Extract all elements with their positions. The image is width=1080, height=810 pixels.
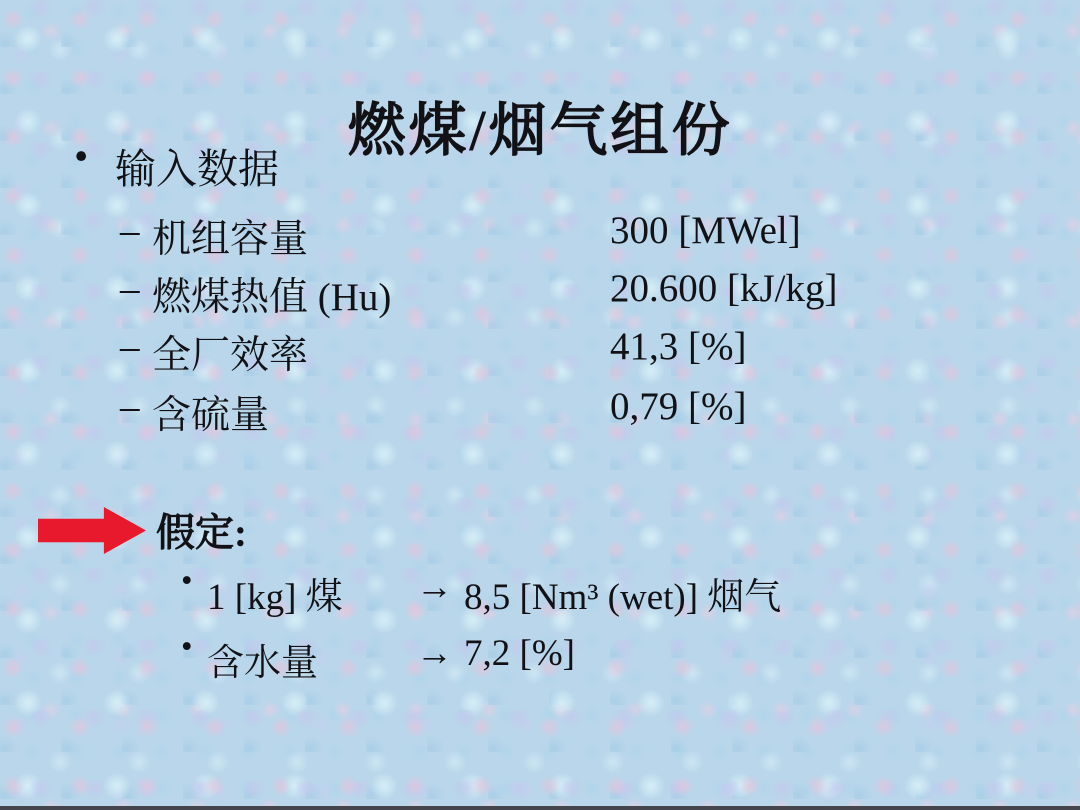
assumption-value: 8,5 [Nm³ (wet)] 烟气 bbox=[464, 577, 782, 618]
row-label: 含硫量 bbox=[152, 394, 270, 437]
row-value: 20.600 [kJ/kg] bbox=[610, 267, 838, 310]
dash-icon: – bbox=[120, 385, 140, 428]
right-arrow-glyph: → bbox=[416, 567, 453, 608]
bullet-icon: • bbox=[74, 133, 89, 179]
assumption-label: 含水量 bbox=[207, 643, 318, 684]
assumption-value: 7,2 [%] bbox=[464, 633, 575, 674]
assumption-heading: 假定: bbox=[156, 512, 247, 555]
row-value: 300 [MWel] bbox=[610, 209, 801, 252]
right-arrow-glyph: → bbox=[416, 633, 453, 674]
page-title: 燃煤/烟气组份 bbox=[347, 97, 733, 163]
bullet-icon: • bbox=[181, 629, 193, 665]
dash-icon: – bbox=[120, 267, 140, 310]
dash-icon: – bbox=[120, 209, 140, 252]
red-arrow-icon bbox=[38, 507, 146, 554]
dash-icon: – bbox=[120, 325, 140, 368]
row-label: 全厂效率 bbox=[152, 334, 309, 377]
assumption-heading-line bbox=[0, 500, 1080, 560]
bottom-edge-bar bbox=[0, 806, 1080, 810]
bullet-icon: • bbox=[181, 563, 193, 599]
row-value: 41,3 [%] bbox=[610, 325, 747, 368]
input-data-heading: 输入数据 bbox=[115, 146, 279, 192]
assumption-label: 1 [kg] 煤 bbox=[207, 577, 343, 618]
row-value: 0,79 [%] bbox=[610, 385, 747, 428]
row-label: 燃煤热值 (Hu) bbox=[152, 276, 392, 319]
row-label: 机组容量 bbox=[152, 218, 309, 261]
